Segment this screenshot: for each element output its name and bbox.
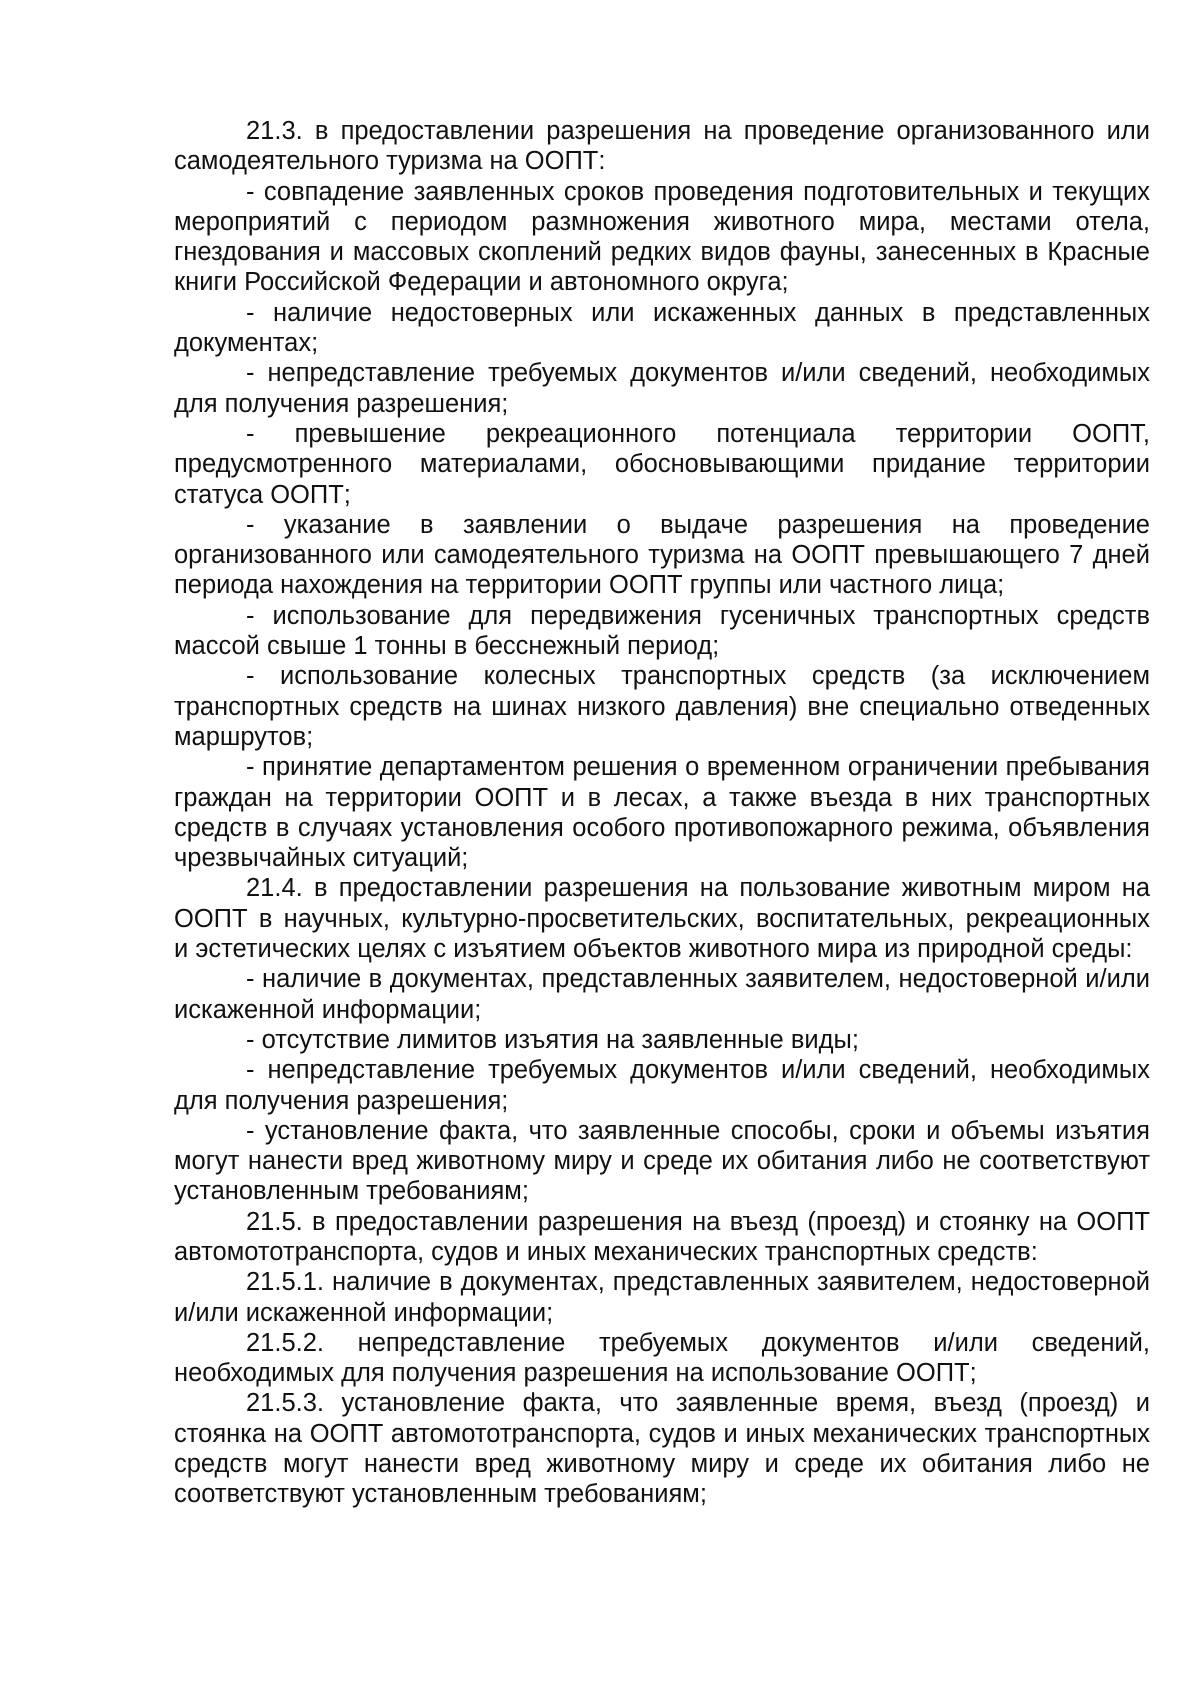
list-item: - непредставление требуемых документов и/или сведений, необходимых для получения разрешения;: [174, 359, 1150, 418]
paragraph-21-5-1: 21.5.1. наличие в документах, представленных заявителем, недостоверной и/или искаженной информации;: [174, 1268, 1150, 1327]
list-item: - отсутствие лимитов изъятия на заявленные виды;: [246, 1025, 859, 1054]
list-item: - наличие недостоверных или искаженных данных в представленных документах;: [174, 298, 1150, 358]
list-item: - наличие в документах, представленных заявителем, недостоверной и/или искаженной информации;: [174, 965, 1150, 1024]
list-item: - непредставление требуемых документов и/или сведений, необходимых для получения разрешения;: [174, 1056, 1150, 1115]
list-item: - превышение рекреационного потенциала территории ООПТ, предусмотренного материалами, обосновывающими придание территории статуса ООПТ;: [174, 419, 1150, 509]
list-item: - использование колесных транспортных средств (за исключением транспортных средств на шинах низкого давления) вне специально отведенных маршрутов;: [174, 662, 1150, 751]
document-page: [174, 116, 1150, 1510]
list-item: - установление факта, что заявленные способы, сроки и объемы изъятия могут нанести вред животному миру и среде их обитания либо не соответствуют установленным требованиям;: [174, 1116, 1150, 1206]
list-item: - совпадение заявленных сроков проведения подготовительных и текущих мероприятий с периодом размножения животного мира, местами отела, гнездования и массовых скоплений редких видов фауны, занесенных в Красные книги Российской Федерации и автономного округа;: [174, 177, 1150, 297]
paragraph-21-5: 21.5. в предоставлении разрешения на въезд (проезд) и стоянку на ООПТ автомототранспорта, судов и иных механических транспортных средств:: [174, 1207, 1150, 1266]
list-item: - принятие департаментом решения о временном ограничении пребывания граждан на территории ООПТ и в лесах, а также въезда в них транспортных средств в случаях установления особого противопожарного режима, объявления чрезвычайных ситуаций;: [174, 753, 1150, 873]
paragraph-21-5-3: 21.5.3. установление факта, что заявленные время, въезд (проезд) и стоянка на ООПТ автомототранспорта, судов и иных механических транспортных средств могут нанести вред животному миру и среде их обитания либо не соответствуют установленным требованиям;: [174, 1389, 1150, 1509]
paragraph-21-5-2: 21.5.2. непредставление требуемых документов и/или сведений, необходимых для получения разрешения на использование ООПТ;: [174, 1328, 1150, 1388]
paragraph-21-3: 21.3. в предоставлении разрешения на проведение организованного или самодеятельного туризма на ООПТ:: [174, 117, 1150, 176]
paragraph-21-4: 21.4. в предоставлении разрешения на пользование животным миром на ООПТ в научных, культурно-просветительских, воспитательных, рекреационных и эстетических целях с изъятием объектов животного мира из природной среды:: [174, 874, 1150, 964]
list-item: - использование для передвижения гусеничных транспортных средств массой свыше 1 тонны в бесснежный период;: [174, 601, 1150, 661]
list-item: - указание в заявлении о выдаче разрешения на проведение организованного или самодеятельного туризма на ООПТ превышающего 7 дней периода нахождения на территории ООПТ группы или частного лица;: [174, 510, 1150, 600]
